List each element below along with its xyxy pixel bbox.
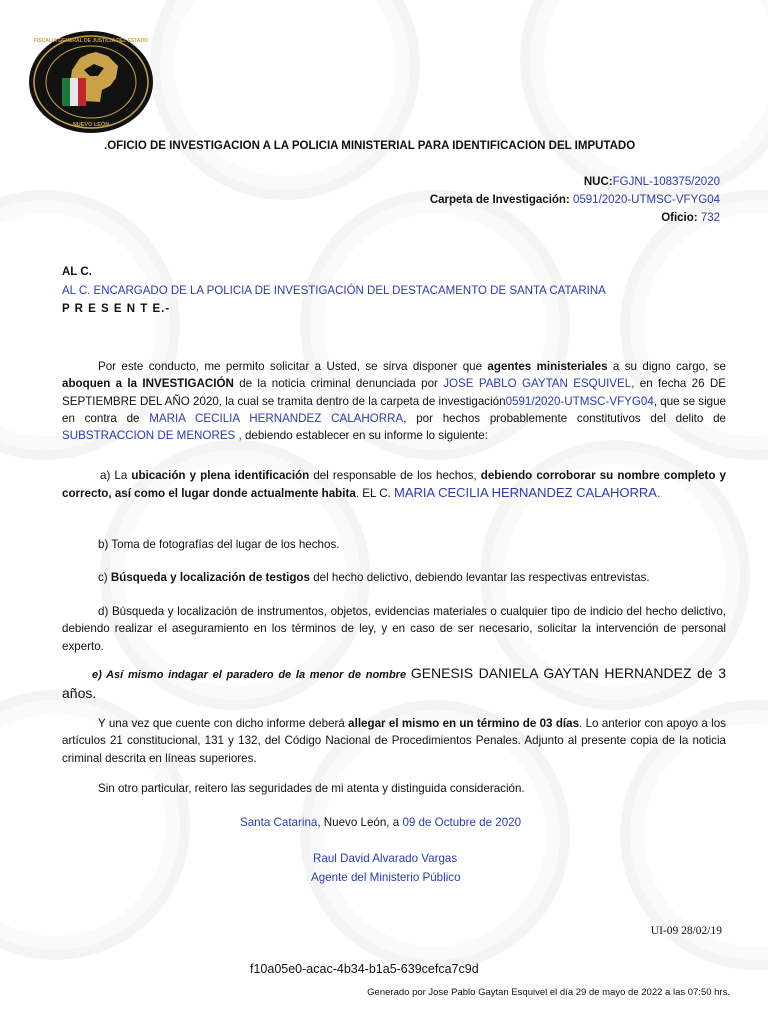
watermark-seal [520, 0, 768, 200]
signature-name: Raul David Alvarado Vargas [313, 852, 458, 865]
fiscalia-logo [28, 30, 154, 134]
generated-note: Generado por Jose Pablo Gaytan Esquivel el día 29 de mayo de 2022 a las 07:50 hrs. [367, 987, 730, 998]
carpeta-line: Carpeta de Investigación: 0591/2020-UTMSC-VFYG04 [429, 194, 720, 206]
svg-text:NUEVO LEÓN: NUEVO LEÓN [72, 122, 110, 128]
paragraph-request: Por este conducto, me permito solicitar a Usted, se sirva disponer que agentes ministeriales a su digno cargo, se aboquen a la INVESTIGACIÓN de la noticia criminal denunciada por JOSE PABLO GAYTAN ESQUIVEL, en fecha 26 DE SEPTIEMBRE DEL AÑO 2020, la cual se tramita dentro de la carpeta de investigación0591/2020-UTMSC-VFYG04, que se sigue en contra de MARIA CECILIA HERNANDEZ CALAHORRA, por hechos probablemente constitutivos del delito de SUBSTRACCION DE MENORES , debiendo establecer en su informe lo siguiente: [62, 360, 727, 443]
item-b: b) Toma de fotografías del lugar de los hechos. [98, 538, 340, 551]
paragraph-deadline: Y una vez que cuente con dicho informe deberá allegar el mismo en un término de 03 días. Lo anterior con apoyo a los artículos 21 constitucional, 131 y 132, del Código Nacional de Procedimientos Penales. Adjunto al presente copia de la noticia criminal descrita en líneas superiores. [62, 717, 726, 765]
form-code: UI-09 28/02/19 [650, 925, 722, 937]
svg-text:FISCALÍA GENERAL DE JUSTICIA D: FISCALÍA GENERAL DE JUSTICIA DEL ESTADO [33, 38, 149, 44]
item-e: e) Así mismo indagar el paradero de la menor de nombre GENESIS DANIELA GAYTAN HERNANDEZ de 3 años. [62, 665, 726, 701]
recipient-line2: AL C. ENCARGADO DE LA POLICIA DE INVESTIGACIÓN DEL DESTACAMENTO DE SANTA CATARINA [62, 285, 606, 297]
signature-place-date: Santa Catarina, Nuevo León, a 09 de Octubre de 2020 [240, 816, 522, 829]
document-title: .OFICIO DE INVESTIGACION A LA POLICIA MINISTERIAL PARA IDENTIFICACION DEL IMPUTADO [104, 140, 636, 152]
recipient-line3: P R E S E N T E.- [62, 303, 171, 315]
item-d: d) Búsqueda y localización de instrumentos, objetos, evidencias materiales o cualquier tipo de indicio del hecho delictivo, debiendo realizar el aseguramiento en los términos de ley, y en caso de ser necesario, solicitar la intervención de personal experto. [62, 605, 726, 653]
item-c: c) Búsqueda y localización de testigos del hecho delictivo, debiendo levantar las respectivas entrevistas. [98, 571, 650, 584]
nuc-line: NUC:FGJNL-108375/2020 [583, 176, 720, 188]
recipient-line1: AL C. [62, 266, 92, 278]
item-a: a) La ubicación y plena identificación del responsable de los hechos, debiendo corroborar su nombre completo y correcto, así como el lugar donde actualmente habita. EL C. MARIA CECILIA HERNANDEZ CALAHORRA. [62, 469, 726, 501]
oficio-line: Oficio: 732 [661, 212, 720, 224]
document-uuid: f10a05e0-acac-4b34-b1a5-639cefca7c9d [250, 962, 479, 976]
watermark-seal [150, 0, 420, 200]
paragraph-closing: Sin otro particular, reitero las seguridades de mi atenta y distinguida consideración. [98, 782, 525, 795]
signature-role: Agente del Ministerio Público [311, 871, 461, 884]
